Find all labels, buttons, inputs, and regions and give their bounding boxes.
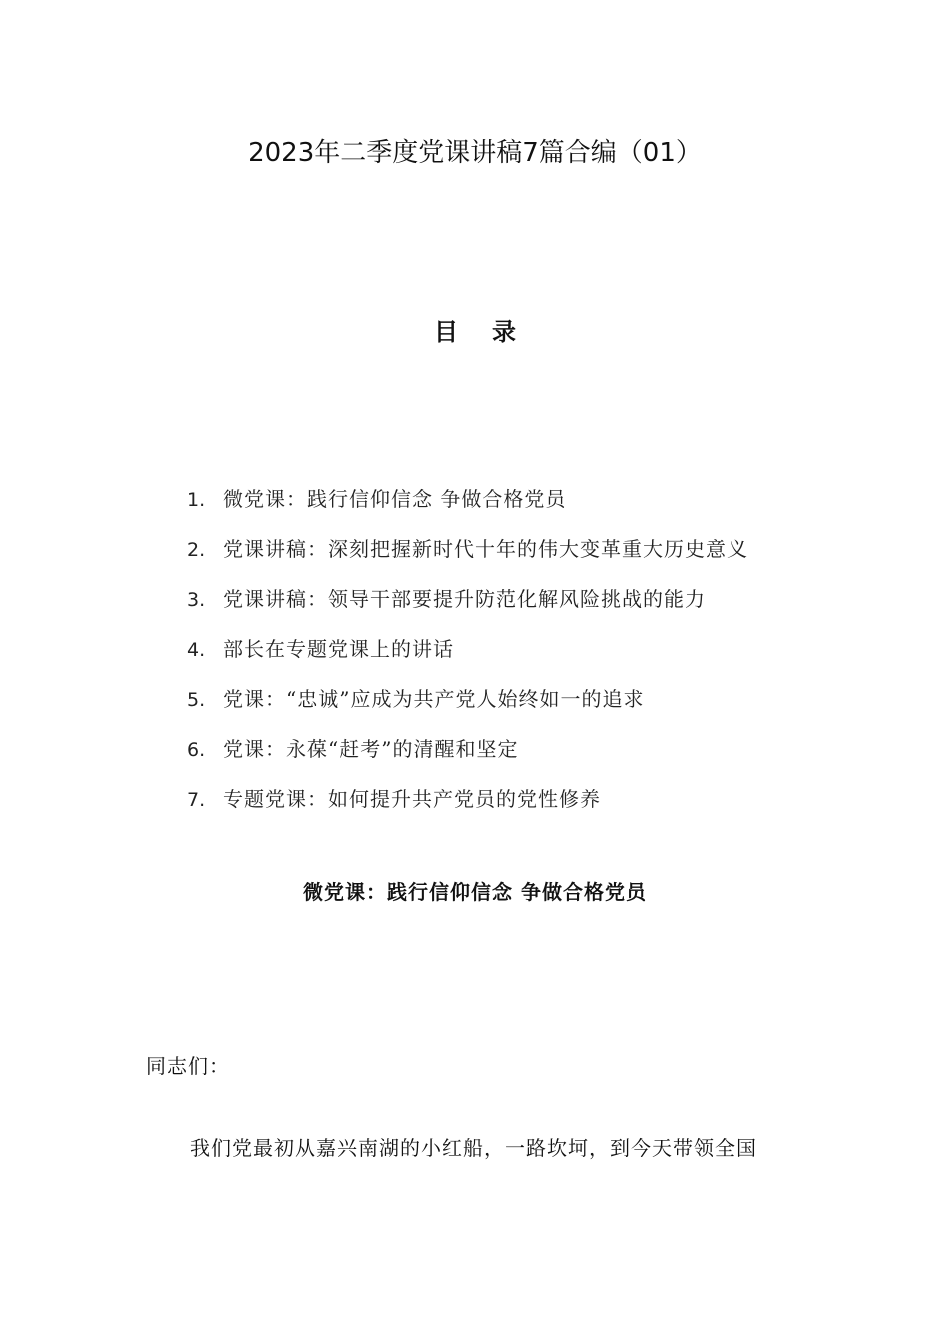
section-title: 微党课：践行信仰信念 争做合格党员 <box>303 880 647 904</box>
body-paragraph: 我们党最初从嘉兴南湖的小红船，一路坎坷，到今天带领全国 <box>190 1136 757 1160</box>
toc-number: 1. <box>187 489 206 511</box>
toc-entry-text: 专题党课：如何提升共产党员的党性修养 <box>223 787 601 811</box>
toc-entry-text: 党课：“忠诚”应成为共产党人始终如一的追求 <box>223 687 645 711</box>
toc-item-1[interactable] <box>187 482 907 532</box>
toc-entry-text: 微党课：践行信仰信念 争做合格党员 <box>223 487 567 511</box>
toc-item-5[interactable] <box>187 682 907 732</box>
toc-item-7[interactable] <box>187 782 907 832</box>
toc-number: 5. <box>187 689 206 711</box>
toc-number: 6. <box>187 739 206 761</box>
toc-entry-text: 党课：永葆“赶考”的清醒和坚定 <box>223 737 519 761</box>
toc-item-4[interactable] <box>187 632 907 682</box>
toc-entry-text: 党课讲稿：深刻把握新时代十年的伟大变革重大历史意义 <box>223 537 748 561</box>
toc-number: 4. <box>187 639 206 661</box>
toc-number: 2. <box>187 539 206 561</box>
toc-heading-char-2: 录 <box>492 318 516 346</box>
toc-item-6[interactable] <box>187 732 907 782</box>
toc-number: 3. <box>187 589 206 611</box>
toc-number: 7. <box>187 789 206 811</box>
toc-heading <box>0 312 950 347</box>
toc-item-3[interactable] <box>187 582 907 632</box>
toc-heading-char-1: 目 <box>434 318 458 346</box>
toc-item-2[interactable] <box>187 532 907 582</box>
salutation: 同志们： <box>146 1054 230 1078</box>
toc-entry-text: 党课讲稿：领导干部要提升防范化解风险挑战的能力 <box>223 587 706 611</box>
document-title: 2023年二季度党课讲稿7篇合编（01） <box>248 138 702 168</box>
table-of-contents <box>187 482 907 832</box>
toc-entry-text: 部长在专题党课上的讲话 <box>223 637 454 661</box>
